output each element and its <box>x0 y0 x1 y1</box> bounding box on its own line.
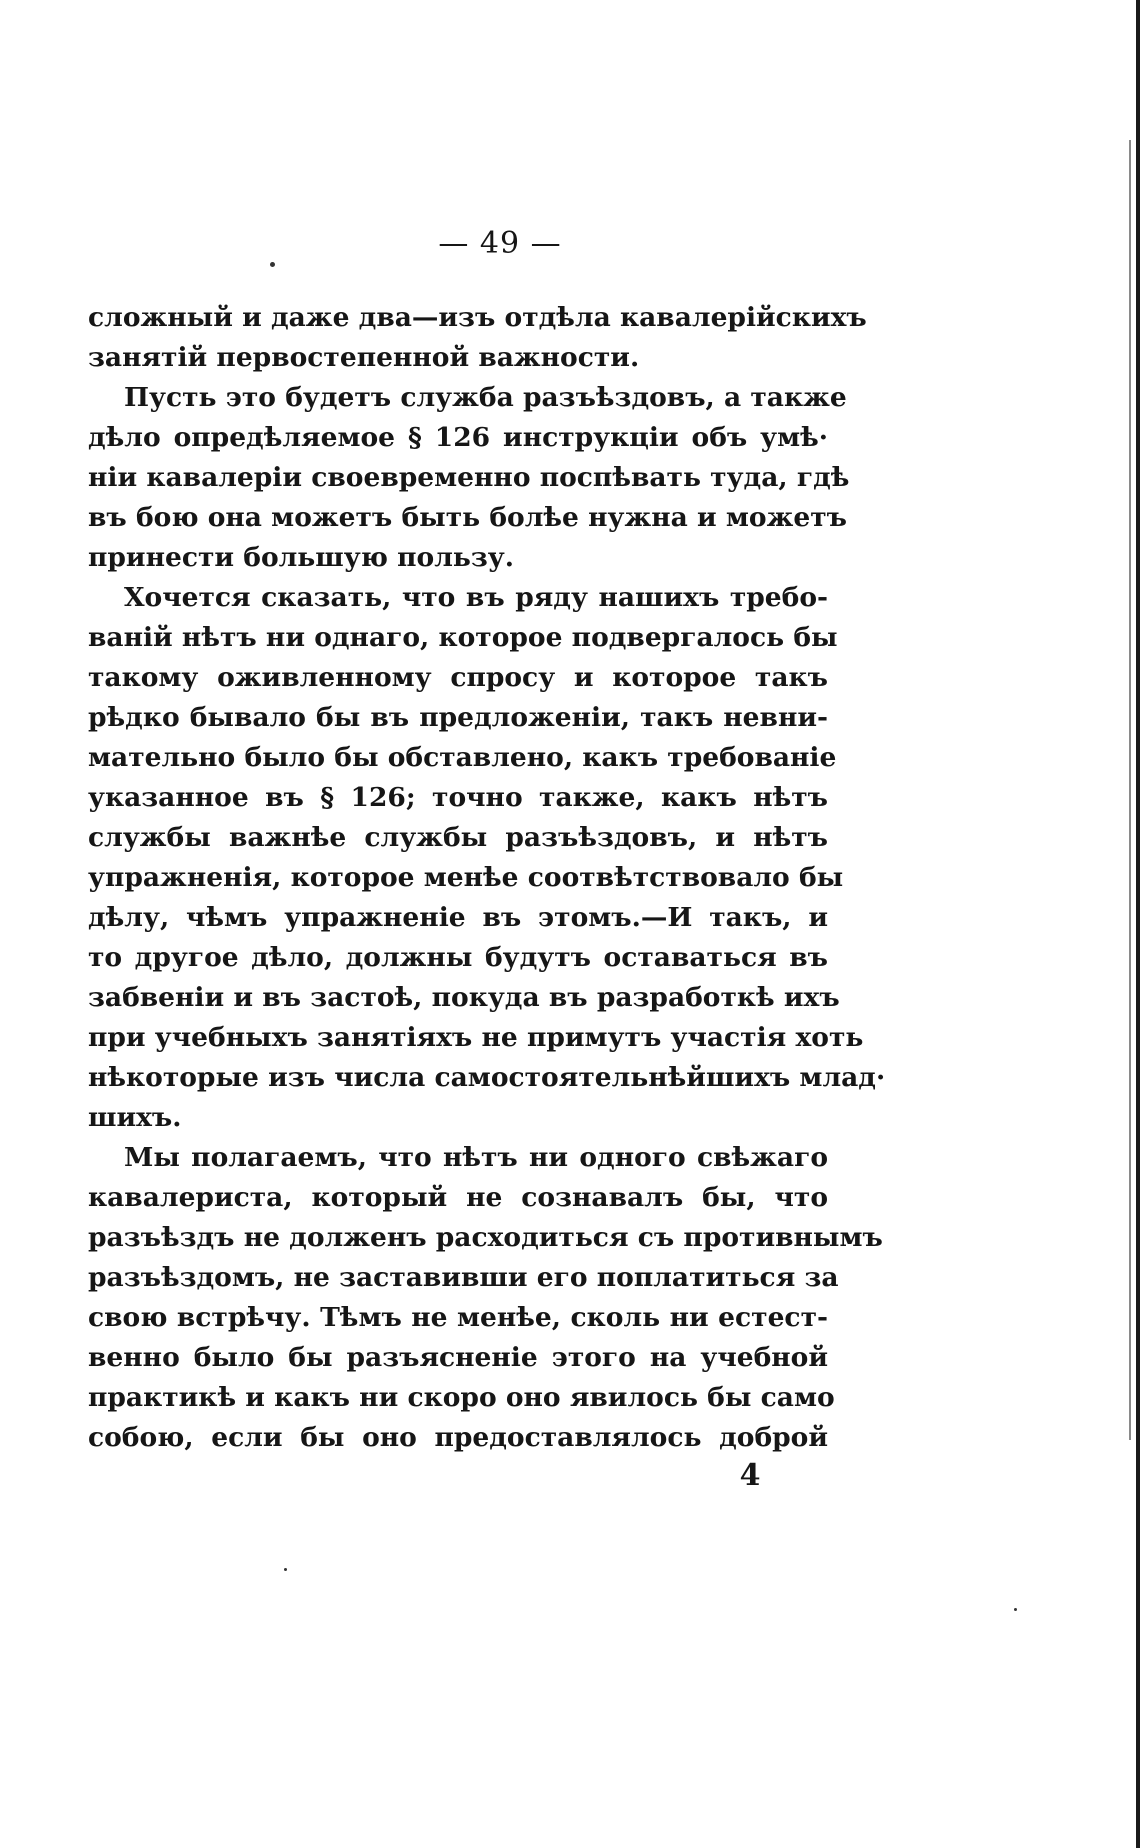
text-line: то другое дѣло, должны будутъ оставаться въ <box>88 942 828 973</box>
text-line: при учебныхъ занятіяхъ не примутъ участія хоть <box>88 1022 864 1053</box>
scan-gutter-shadow <box>1129 140 1131 1440</box>
text-line: занятій первостепенной важности. <box>88 342 640 373</box>
text-line: Пусть это будетъ служба разъѣздовъ, а также <box>124 382 847 413</box>
text-line: разъѣздомъ, не заставивши его поплатиться за <box>88 1262 839 1293</box>
text-line: указанное въ § 126; точно также, какъ нѣтъ <box>88 782 828 813</box>
text-line: въ бою она можетъ быть болѣе нужна и можетъ <box>88 502 847 533</box>
text-line: свою встрѣчу. Тѣмъ не менѣе, сколь ни естест- <box>88 1302 828 1333</box>
page-number-header: — 49 — <box>438 226 562 261</box>
text-line: практикѣ и какъ ни скоро оно явилось бы само <box>88 1382 835 1413</box>
scan-speck <box>270 262 275 267</box>
text-line: собою, если бы оно предоставлялось доброй <box>88 1422 828 1453</box>
text-line: венно было бы разъясненіе этого на учебной <box>88 1342 828 1373</box>
scan-page-edge <box>1136 0 1140 1848</box>
paragraph <box>88 1138 883 1458</box>
text-line: Хочется сказать, что въ ряду нашихъ требо- <box>124 582 828 613</box>
text-line: рѣдко бывало бы въ предложеніи, такъ невни- <box>88 702 828 733</box>
text-line: забвеніи и въ застоѣ, покуда въ разработкѣ ихъ <box>88 982 840 1013</box>
text-line: дѣло опредѣляемое § 126 инструкціи объ умѣ· <box>88 422 828 453</box>
paragraph <box>88 578 886 1138</box>
text-line: такому оживленному спросу и которое такъ <box>88 662 828 693</box>
signature-mark: 4 <box>739 1458 761 1493</box>
text-line: шихъ. <box>88 1102 182 1133</box>
text-line: нѣкоторые изъ числа самостоятельнѣйшихъ млад· <box>88 1062 886 1093</box>
text-line: сложный и даже два—изъ отдѣла кавалерійскихъ <box>88 302 867 333</box>
scan-speck <box>284 1568 287 1571</box>
text-line: службы важнѣе службы разъѣздовъ, и нѣтъ <box>88 822 828 853</box>
scan-speck <box>1014 1608 1017 1611</box>
paragraph <box>88 378 850 578</box>
text-line: Мы полагаемъ, что нѣтъ ни одного свѣжаго <box>124 1142 828 1173</box>
text-line: кавалериста, который не сознавалъ бы, что <box>88 1182 828 1213</box>
paragraph <box>88 298 867 378</box>
body-text <box>88 298 886 1458</box>
text-line: ваній нѣтъ ни однаго, которое подвергалось бы <box>88 622 838 653</box>
text-line: разъѣздъ не долженъ расходиться съ противнымъ <box>88 1222 883 1253</box>
text-line: дѣлу, чѣмъ упражненіе въ этомъ.—И такъ, и <box>88 902 828 933</box>
text-line: ніи кавалеріи своевременно поспѣвать туда, гдѣ <box>88 462 850 493</box>
text-line: принести большую пользу. <box>88 542 514 573</box>
text-line: упражненія, которое менѣе соотвѣтствовало бы <box>88 862 844 893</box>
text-line: мательно было бы обставлено, какъ требованіе <box>88 742 837 773</box>
